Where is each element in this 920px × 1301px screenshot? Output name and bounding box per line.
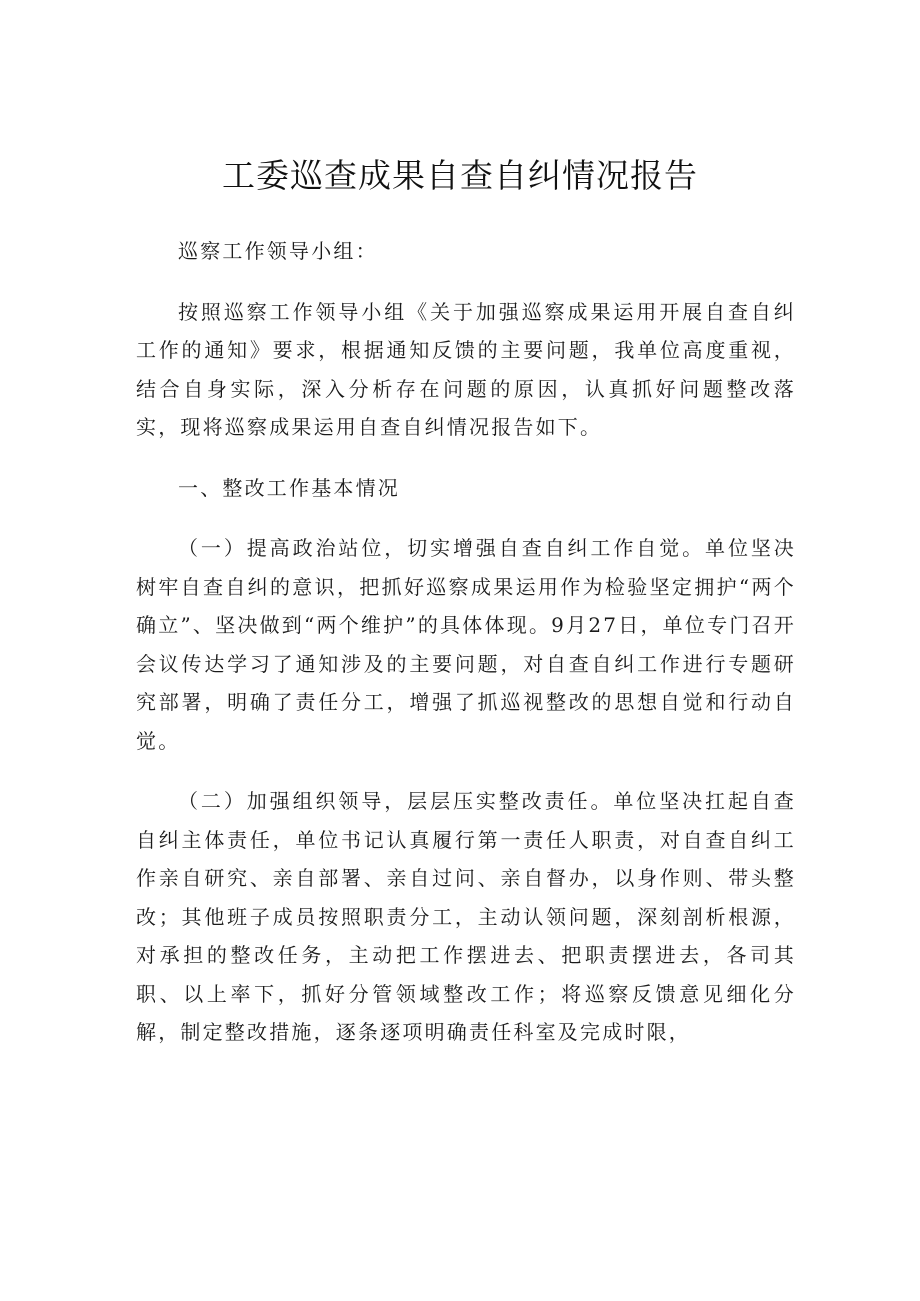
section-paragraph-2: （二）加强组织领导，层层压实整改责任。单位坚决扛起自查自纠主体责任，单位书记认真履行第一责任人职责，对自查自纠工作亲自研究、亲自部署、亲自过问、亲自督办，以身作则、带头整改；其他班子成员按照职责分工，主动认领问题，深刻剖析根源，对承担的整改任务，主动把工作摆进去、把职责摆进去，各司其职、以上率下，抓好分管领域整改工作；将巡察反馈意见细化分解，制定整改措施，逐条逐项明确责任科室及完成时限， xyxy=(136,789,796,1044)
intro-paragraph: 按照巡察工作领导小组《关于加强巡察成果运用开展自查自纠工作的通知》要求，根据通知反馈的主要问题，我单位高度重视，结合自身实际，深入分析存在问题的原因，认真抓好问题整改落实，现将巡察成果运用自查自纠情况报告如下。 xyxy=(136,299,796,439)
document-body xyxy=(136,232,796,1074)
section-heading: 一、整改工作基本情况 xyxy=(178,475,400,500)
salutation: 巡察工作领导小组： xyxy=(178,239,378,263)
section-paragraph-1: （一）提高政治站位，切实增强自查自纠工作自觉。单位坚决树牢自查自纠的意识，把抓好巡察成果运用作为检验坚定拥护“两个确立”、坚决做到“两个维护”的具体体现。9月27日，单位专门召开会议传达学习了通知涉及的主要问题，对自查自纠工作进行专题研究部署，明确了责任分工，增强了抓巡视整改的思想自觉和行动自觉。 xyxy=(136,536,796,753)
document-title: 工委巡查成果自查自纠情况报告 xyxy=(222,156,698,195)
